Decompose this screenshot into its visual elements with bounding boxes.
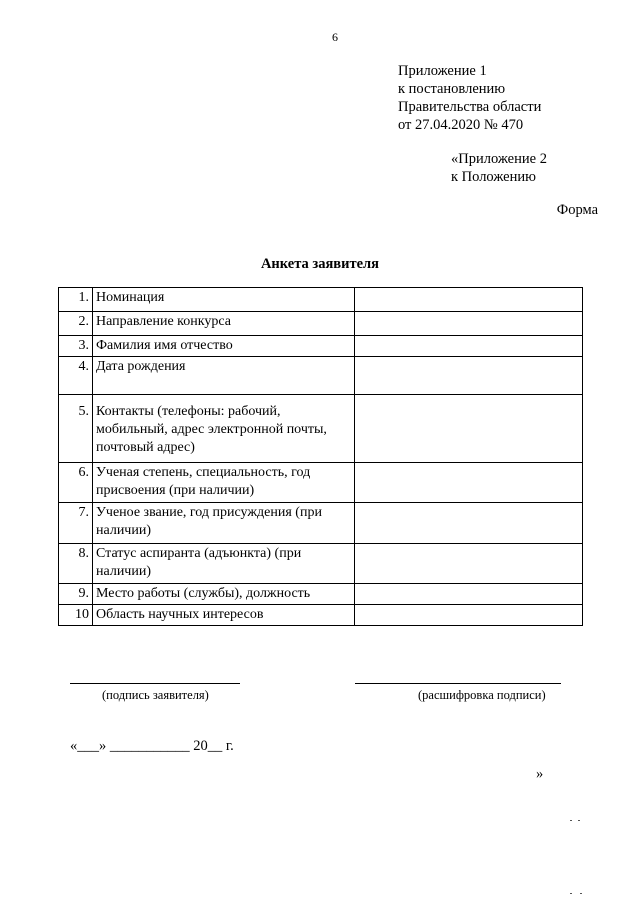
row-number: 3. [59,336,93,357]
row-label: Направление конкурса [93,312,355,336]
row-label: Статус аспиранта (адъюнкта) (при наличии) [93,544,355,584]
row-number: 8. [59,544,93,584]
signature-decoding-line[interactable] [355,683,561,684]
row-value-cell[interactable] [355,288,583,312]
row-value-cell[interactable] [355,312,583,336]
table-row [59,605,583,626]
closing-quote: » [536,766,544,782]
row-value-cell[interactable] [355,544,583,584]
row-number: 6. [59,463,93,503]
row-value-cell[interactable] [355,336,583,357]
page-number: 6 [332,30,338,44]
applicant-signature-caption: (подпись заявителя) [102,688,209,702]
scan-speck [570,893,572,894]
table-row [59,584,583,605]
annex-2-line: к Положению [451,169,536,185]
row-label: Область научных интересов [93,605,355,626]
scan-speck [578,820,580,821]
row-number: 5. [59,395,93,463]
row-label: Контакты (телефоны: рабочий, мобильный, адрес электронной почты, почтовый адрес) [93,395,355,463]
table-row [59,312,583,336]
row-label: Ученая степень, специальность, год присвоения (при наличии) [93,463,355,503]
row-number: 10 [59,605,93,626]
row-label: Фамилия имя отчество [93,336,355,357]
row-number: 1. [59,288,93,312]
scan-speck [580,893,582,894]
row-number: 4. [59,357,93,395]
row-number: 2. [59,312,93,336]
table-row [59,336,583,357]
annex-1-line: Правительства области [398,99,542,115]
annex-1-line: от 27.04.2020 № 470 [398,117,524,133]
annex-1-line: Приложение 1 [398,63,487,79]
row-number: 9. [59,584,93,605]
row-label: Дата рождения [93,357,355,395]
form-label: Форма [556,202,598,218]
row-label: Место работы (службы), должность [93,584,355,605]
date-line: «___» ___________ 20__ г. [70,738,234,754]
table-row [59,288,583,312]
row-label: Ученое звание, год присуждения (при наличии) [93,503,355,544]
annex-1-block [398,62,541,134]
table-row [59,503,583,544]
annex-2-line: «Приложение 2 [451,151,547,167]
row-value-cell[interactable] [355,605,583,626]
document-title: Анкета заявителя [260,256,380,272]
row-label: Номинация [93,288,355,312]
scan-speck [570,820,572,821]
questionnaire-table [58,287,583,626]
row-number: 7. [59,503,93,544]
applicant-signature-line[interactable] [70,683,240,684]
row-value-cell[interactable] [355,357,583,395]
row-value-cell[interactable] [355,503,583,544]
table-row [59,395,583,463]
annex-2-block [451,150,547,186]
table-row [59,463,583,503]
table-row [59,357,583,395]
row-value-cell[interactable] [355,395,583,463]
signature-decoding-caption: (расшифровка подписи) [418,688,546,702]
table-row [59,544,583,584]
row-value-cell[interactable] [355,584,583,605]
annex-1-line: к постановлению [398,81,506,97]
row-value-cell[interactable] [355,463,583,503]
